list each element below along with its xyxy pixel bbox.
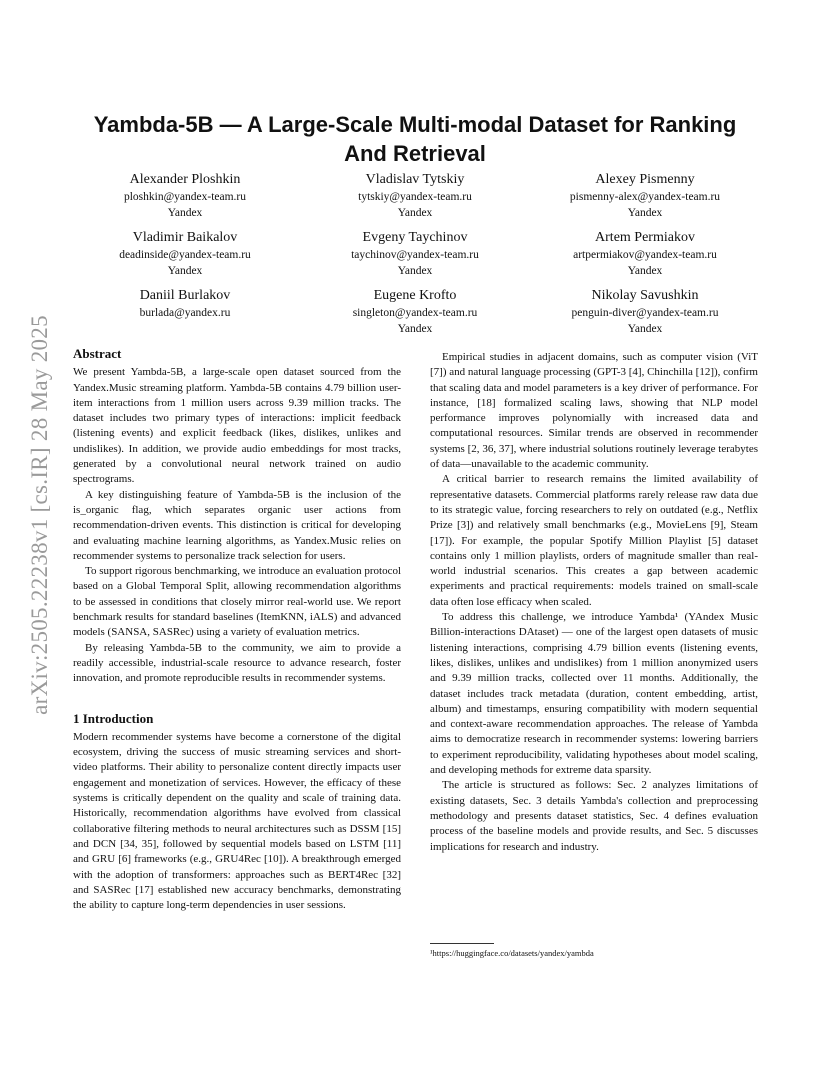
body-paragraph: The article is structured as follows: Sec. 2 analyzes limitations of existing datasets, Sec. 3 details Yambda's collection and preprocessing methodology and presents dataset statistics, Sec. 4 defines evaluation process of the baseline models and provide results, and Sec. 5 discusses implications for research and industry.	[430, 779, 758, 853]
author	[540, 286, 750, 337]
author-name: Daniil Burlakov	[139, 288, 231, 303]
author-email: singleton@yandex-team.ru	[352, 307, 478, 319]
author	[80, 286, 290, 337]
author	[310, 170, 520, 221]
left-column	[73, 346, 401, 913]
author	[80, 228, 290, 279]
author	[540, 170, 750, 221]
author-email: ploshkin@yandex-team.ru	[123, 191, 247, 203]
author-affiliation: Yandex	[627, 207, 663, 219]
intro-paragraph: Modern recommender systems have become a cornerstone of the digital ecosystem, driving the success of music streaming services and short-video platforms. Their ability to personalize content directly impacts user engagement and monetization of services. However, the efficacy of these systems is critically dependent on the quality and scale of training data. Historically, recommendation algorithms have evolved from classical collaborative filtering methods to neural architectures such as DSSM [15] and DCN [34, 35], followed by sequential models based on LSTM [11] and GRU [6] frameworks (e.g., GRU4Rec [10]). A breakthrough emerged with the adoption of transformers: approaches such as BERT4Rec [32] and SASRec [17] established new accuracy benchmarks, demonstrating the ability to capture long-term dependencies in user sessions.	[73, 730, 401, 912]
author-email: penguin-diver@yandex-team.ru	[571, 307, 719, 319]
author	[310, 286, 520, 337]
body-paragraph: A critical barrier to research remains the limited availability of representative datasets. Commercial platforms rarely release raw data due to its strategic value, forcing researchers to rely on outdated (e.g., Netflix Prize [3]) and relatively small benchmarks (e.g., MovieLens [9], Steam [17]). For example, the popular Spotify Million Playlist [5] dataset contains only 1 million playlists, orders of magnitude smaller than real-world industrial scenarios. This creates a gap between academic experiments and practical requirements: models trained on small-scale data often lose efficacy when scaled.	[430, 473, 758, 608]
footnote: ¹https://huggingface.co/datasets/yandex/yambda	[430, 948, 594, 958]
abstract-heading: Abstract	[73, 346, 122, 361]
footnote-rule	[430, 943, 494, 944]
abstract-paragraph: By releasing Yambda-5B to the community, we aim to provide a readily accessible, industrial-scale resource to advance research, foster innovation, and promote reproducible results in recommender systems.	[73, 641, 401, 685]
author-block	[80, 170, 750, 344]
arxiv-stamp	[20, 300, 60, 730]
author	[540, 228, 750, 279]
author-name: Alexey Pismenny	[595, 172, 695, 187]
body-paragraph: Empirical studies in adjacent domains, such as computer vision (ViT [7]) and natural language processing (GPT-3 [4], Chinchilla [12]), confirm that scaling data and model parameters is a key driver of performance. For instance, [18] formalized scaling laws, showing that NLP model performance improves polynomially with increased data and computational resources. Similar trends are observed in recommender systems [2, 36, 37], where industrial solutions routinely leverage terabytes of data—unavailable to the academic community.	[430, 351, 758, 471]
author-name: Eugene Krofto	[373, 288, 457, 303]
author-affiliation: Yandex	[397, 207, 433, 219]
author-email: deadinside@yandex-team.ru	[119, 249, 251, 261]
author-name: Artem Permiakov	[595, 230, 695, 245]
author	[310, 228, 520, 279]
author-affiliation: Yandex	[397, 323, 433, 335]
intro-heading: 1 Introduction	[73, 710, 154, 726]
author-affiliation: Yandex	[397, 265, 433, 277]
author-affiliation: Yandex	[627, 265, 663, 277]
author-name: Nikolay Savushkin	[591, 288, 699, 303]
author-email: pismenny-alex@yandex-team.ru	[569, 191, 721, 203]
author-email: artpermiakov@yandex-team.ru	[573, 249, 717, 261]
body-paragraph: To address this challenge, we introduce Yambda¹ (YAndex Music Billion-interactions DAtaset) — one of the largest open datasets of music listening interactions, comprising 4.79 billion events (listening events, likes, dislikes, unlikes and undislikes) from 1 million anonymized users and 9.39 million tracks, collected over 11 months. Additionally, the dataset includes track metadata (duration, content embedding, artist, album) and timestamps, ensuring compatibility with modern sequential and context-aware recommendation approaches. The release of Yambda aims to democratize research in recommender systems: lowering barriers to experiment reproducibility, validating hypotheses about model scaling, and developing methods for extreme data sparsity.	[430, 611, 758, 777]
abstract-paragraph: We present Yambda-5B, a large-scale open dataset sourced from the Yandex.Music streaming platform. Yambda-5B contains 4.79 billion user-item interactions from 1 million users across 9.39 million tracks. The dataset includes two primary types of interactions: implicit feedback (listening events) and explicit feedback (likes, dislikes, unlikes and undislikes). In addition, we provide audio embeddings for most tracks, generated by a convolutional neural network trained on audio spectrograms.	[73, 366, 401, 486]
author-name: Vladislav Tytskiy	[365, 172, 465, 187]
author-email: burlada@yandex.ru	[139, 307, 231, 319]
abstract-paragraph: To support rigorous benchmarking, we introduce an evaluation protocol based on a Global Temporal Split, allowing recommendation algorithms to be assessed in conditions that closely mirror real-world use. We report benchmark results for standard baselines (ItemKNN, iALS) and advanced models (SANSA, SASRec) using a variety of evaluation metrics.	[73, 565, 402, 639]
author-affiliation: Yandex	[627, 323, 663, 335]
author	[80, 170, 290, 221]
author-name: Evgeny Taychinov	[362, 230, 468, 245]
paper-title: Yambda-5B — A Large-Scale Multi-modal Dataset for Ranking And Retrieval	[93, 112, 737, 166]
arxiv-id: arXiv:2505.22238v1 [cs.IR] 28 May 2025	[27, 315, 52, 715]
author-email: taychinov@yandex-team.ru	[351, 249, 479, 261]
right-column	[430, 350, 758, 855]
author-name: Alexander Ploshkin	[129, 172, 241, 187]
author-affiliation: Yandex	[167, 207, 203, 219]
author-name: Vladimir Baikalov	[132, 230, 238, 245]
author-affiliation: Yandex	[167, 265, 203, 277]
abstract-paragraph: A key distinguishing feature of Yambda-5B is the inclusion of the is_organic flag, which separates organic user actions from recommendation-driven events. This distinction is critical for developing and evaluating machine learning algorithms, as Yandex.Music relies on recommender systems to personalize track selection for users.	[73, 488, 401, 562]
author-email: tytskiy@yandex-team.ru	[358, 191, 472, 203]
